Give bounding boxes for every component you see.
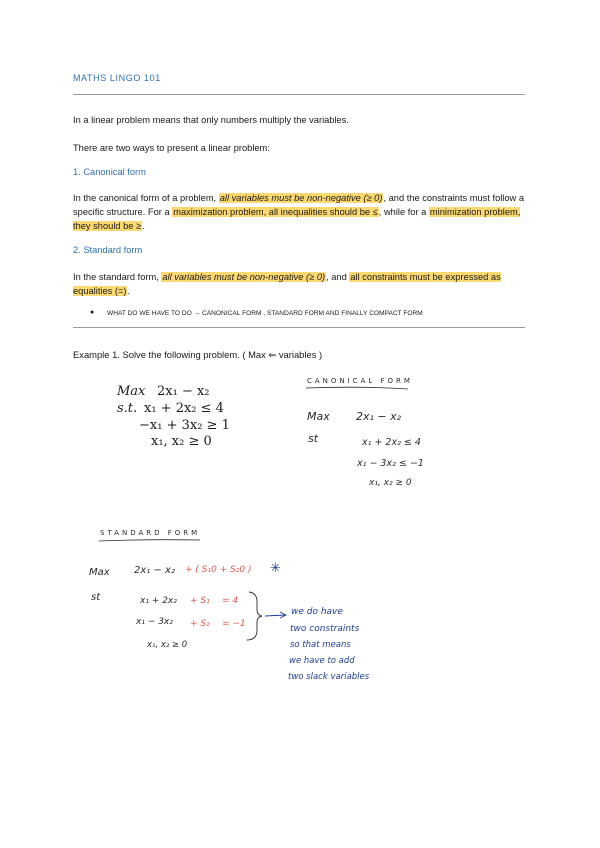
text-run: s.t. <box>117 401 138 416</box>
problem-constraint-2: −x₁ + 3x₂ ≥ 1 <box>139 418 230 433</box>
hw-standard-constraint-2-left: x₁ − 3x₂ <box>136 617 173 627</box>
text-run: all variables must be non-negative (≥ 0) <box>219 193 383 203</box>
text-run: all variables must be non-negative (≥ 0) <box>162 272 326 282</box>
standard-form-heading: 2. Standard form <box>73 245 143 255</box>
problem-objective: 2x₁ − x₂ <box>157 384 210 399</box>
hw-standard-objective-slack: + ( S₁0 + S₂0 ) <box>185 565 252 575</box>
highlight-minimization: minimization problem, they should be ≥ <box>73 207 521 231</box>
text-run: . <box>142 221 145 231</box>
hw-canonical-max: Max <box>307 410 330 423</box>
hw-note-line-1: we do have <box>291 607 343 617</box>
text-run: In the canonical form of a problem, <box>73 193 219 203</box>
hw-standard-title: STANDARD FORM <box>100 529 201 537</box>
bullet-text: WHAT DO WE HAVE TO DO → CANONICAL FORM , STANDARD FORM AND FINALLY COMPACT FORM <box>107 310 423 317</box>
curly-brace <box>247 592 262 640</box>
hw-standard-constraint-1-left: x₁ + 2x₂ <box>140 596 177 606</box>
standard-title-underline <box>99 540 200 541</box>
intro-line-2: There are two ways to present a linear problem: <box>73 143 270 153</box>
highlight-maximization: maximization problem, all inequalities should be ≤ <box>173 207 378 217</box>
star-icon: ✳ <box>270 561 281 576</box>
highlight-equalities: all constraints must be expressed as equalities (=) <box>73 272 501 296</box>
page-title: MATHS LINGO 101 <box>73 73 161 83</box>
hw-note-line-2: two constraints <box>290 624 360 634</box>
text-run: , and <box>326 272 350 282</box>
hw-standard-constraint-1-right: = 4 <box>222 596 239 606</box>
bullet-dot: ● <box>90 309 95 316</box>
hw-standard-max: Max <box>89 567 110 578</box>
hw-note-line-3: so that means <box>290 640 351 650</box>
hw-canonical-constraint-3: x₁, x₂ ≥ 0 <box>369 478 412 488</box>
hw-standard-constraint-3: x₁, x₂ ≥ 0 <box>147 640 188 650</box>
canonical-title-underline <box>306 387 408 389</box>
text-run: Max <box>117 384 146 399</box>
hw-standard-constraint-1-slack: + S₁ <box>190 596 210 606</box>
hw-canonical-constraint-1: x₁ + 2x₂ ≤ 4 <box>362 437 421 448</box>
hw-standard-constraint-2-slack: + S₂ <box>190 619 210 629</box>
hw-canonical-title: CANONICAL FORM <box>307 377 413 385</box>
hw-canonical-constraint-2: x₁ − 3x₂ ≤ −1 <box>357 458 424 469</box>
intro-line-1: In a linear problem means that only numbers multiply the variables. <box>73 115 349 125</box>
hw-standard-objective: 2x₁ − x₂ <box>134 565 175 576</box>
arrow-icon <box>265 612 286 618</box>
hw-canonical-objective: 2x₁ − x₂ <box>356 410 402 423</box>
hw-standard-constraint-2-right: = −1 <box>222 619 246 629</box>
hw-canonical-st: st <box>308 432 319 445</box>
hw-standard-st: st <box>91 592 101 603</box>
text-run: , and the constraints must follow a specific structure. For a <box>73 193 525 217</box>
text-run: . <box>127 286 131 296</box>
hw-note-line-4: we have to add <box>289 656 355 666</box>
problem-constraint-1: x₁ + 2x₂ ≤ 4 <box>144 401 224 416</box>
text-run: , while for a <box>378 207 429 217</box>
text-run: In the standard form, <box>73 272 162 282</box>
hw-note-line-5: two slack variables <box>288 672 370 682</box>
problem-constraint-3: x₁, x₂ ≥ 0 <box>151 434 212 449</box>
example-title: Example 1. Solve the following problem. ( Max ⇐ variables ) <box>73 349 323 360</box>
canonical-form-heading: 1. Canonical form <box>73 167 146 177</box>
